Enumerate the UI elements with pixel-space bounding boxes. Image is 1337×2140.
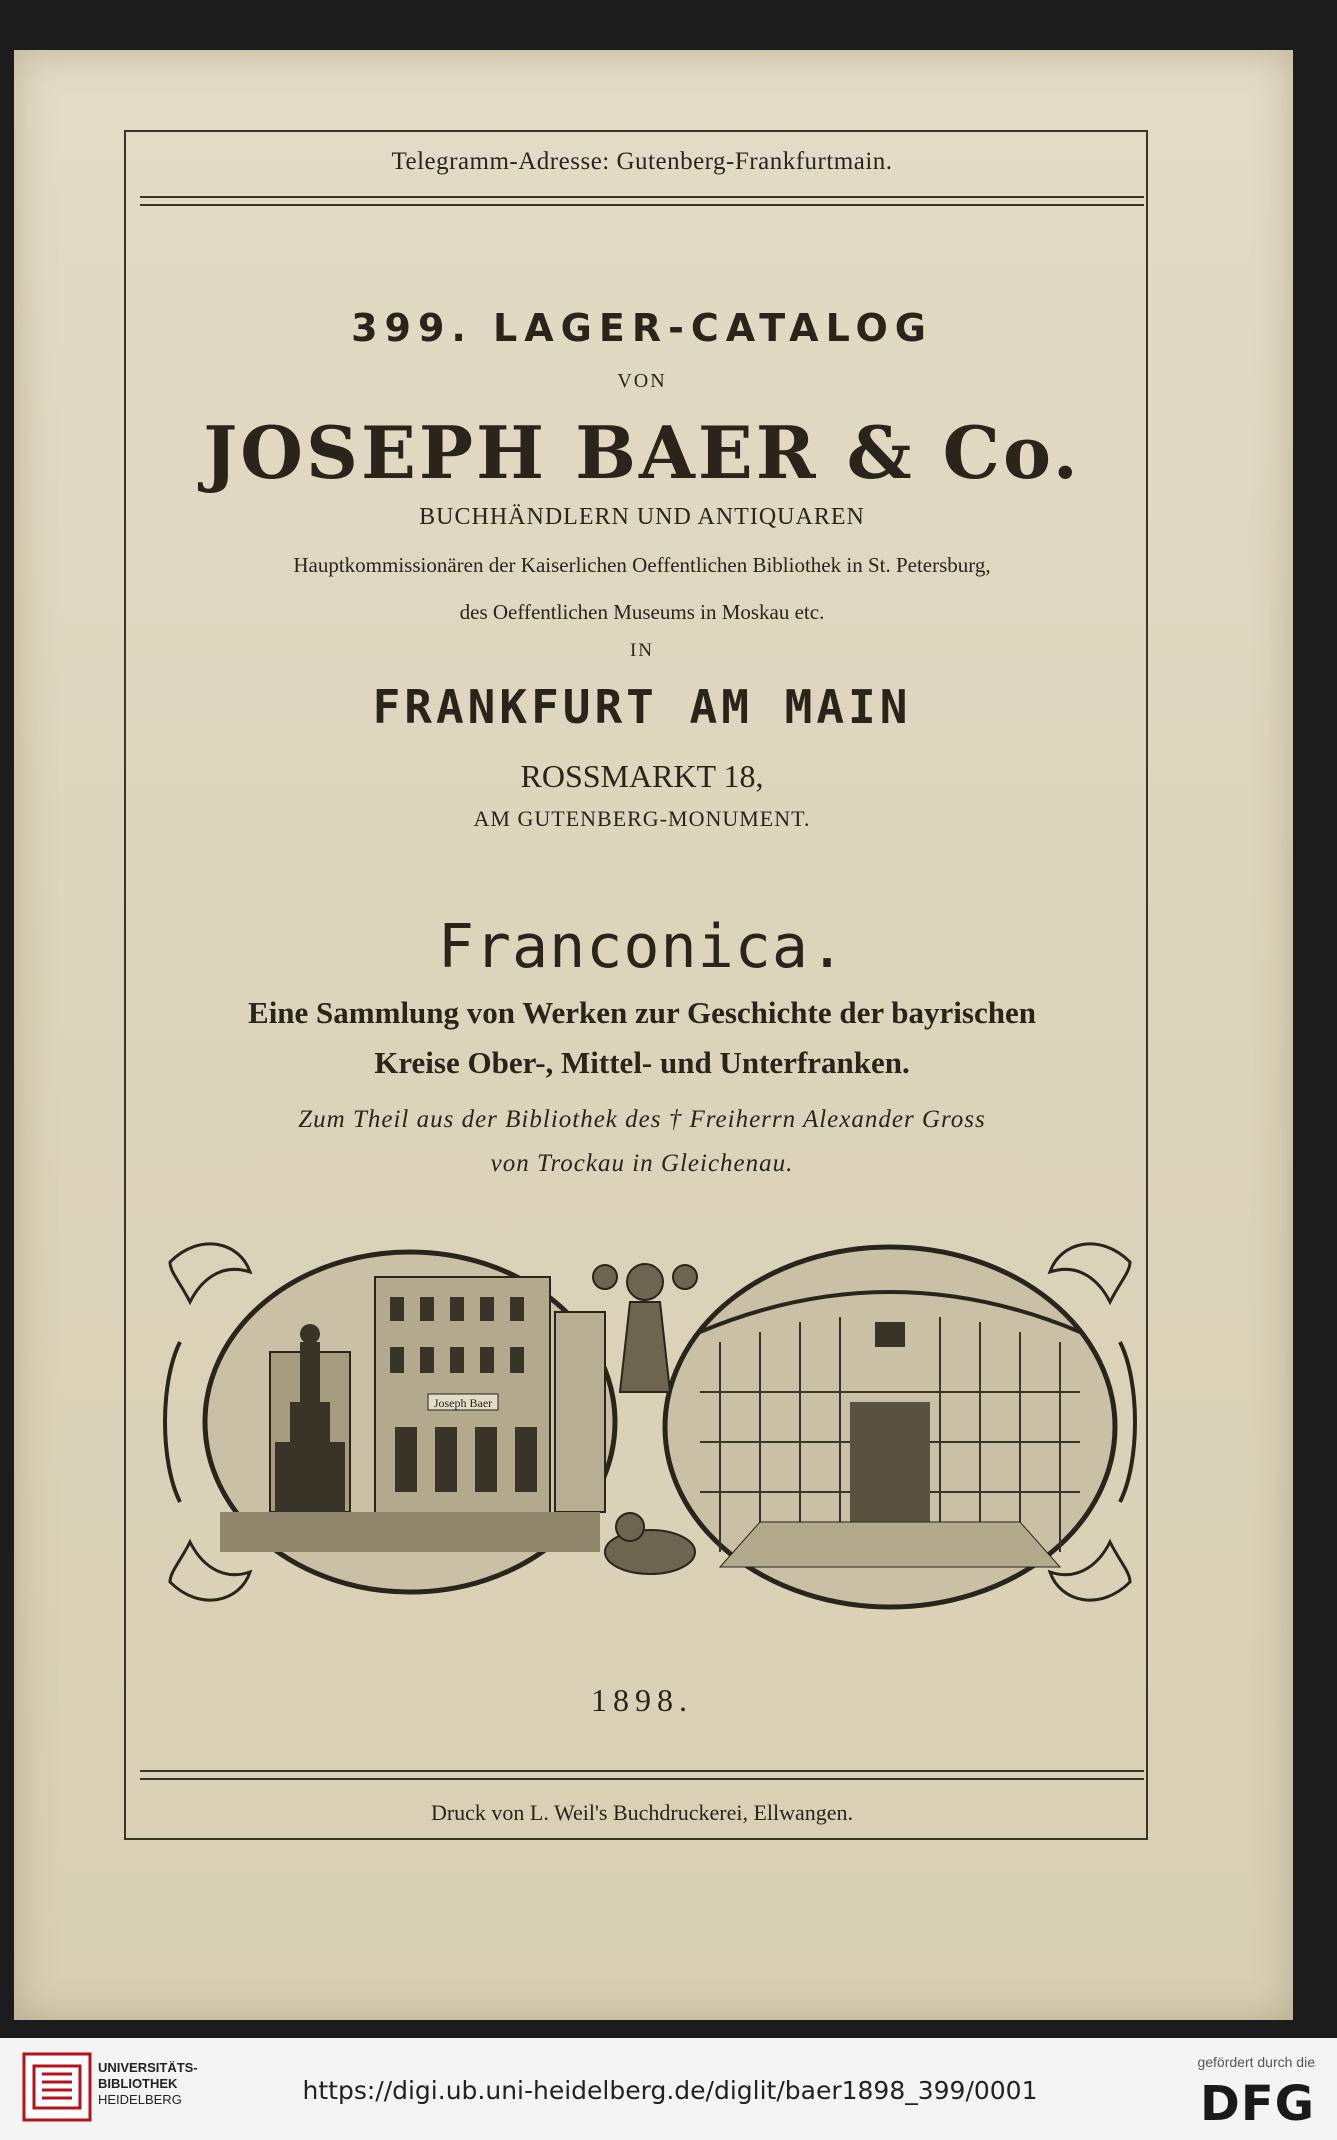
trade-line: BUCHHÄNDLERN UND ANTIQUAREN xyxy=(419,504,865,530)
right-library-vignette xyxy=(665,1247,1115,1607)
subtitle-line-1: Eine Sammlung von Werken zur Geschichte der bayrischen xyxy=(248,995,1036,1030)
rule-under-telegram-2 xyxy=(140,204,1144,206)
shop-sign: Joseph Baer xyxy=(433,1396,493,1410)
city-name: FRANKFURT AM MAIN xyxy=(372,680,912,734)
commission-line-2: des Oeffentlichen Museums in Moskau etc. xyxy=(459,600,825,624)
subtitle-line-2: Kreise Ober-, Mittel- und Unterfranken. xyxy=(374,1045,910,1080)
street-address: ROSSMARKT 18, xyxy=(520,758,764,794)
funding-label: gefördert durch die xyxy=(1197,2054,1315,2070)
catalog-title: 399. LAGER-CATALOG xyxy=(351,306,933,350)
rule-above-printer xyxy=(140,1770,1144,1772)
left-street-vignette xyxy=(205,1252,615,1592)
commission-line-1: Hauptkommissionären der Kaiserlichen Oeffentlichen Bibliothek in St. Petersburg, xyxy=(293,553,991,577)
telegram-address: Telegramm-Adresse: Gutenberg-Frankfurtmain. xyxy=(391,148,893,175)
publication-year: 1898. xyxy=(591,1682,693,1718)
rule-under-telegram xyxy=(140,196,1144,198)
rule-above-printer-2 xyxy=(140,1778,1144,1780)
provenance-line-2: von Trockau in Gleichenau. xyxy=(490,1150,794,1177)
collection-title: Franconica. xyxy=(437,912,847,982)
library-name-line-1: UNIVERSITÄTS- xyxy=(98,2060,198,2075)
dfg-logo[interactable]: DFG xyxy=(1199,2076,1315,2132)
engraving-illustration xyxy=(160,1222,1160,1622)
in-label: IN xyxy=(629,640,655,661)
library-name-line-3: HEIDELBERG xyxy=(98,2092,182,2107)
university-library-logo-icon[interactable] xyxy=(22,2052,92,2122)
firm-name: JOSEPH BAER & Co. xyxy=(203,410,1081,495)
library-name-line-2: BIBLIOTHEK xyxy=(98,2076,178,2091)
provenance-line-1: Zum Theil aus der Bibliothek des † Freiherrn Alexander Gross xyxy=(298,1106,986,1133)
library-name[interactable] xyxy=(98,2060,198,2108)
von-label: VON xyxy=(617,370,667,392)
document-url[interactable]: https://digi.ub.uni-heidelberg.de/diglit/baer1898_399/0001 xyxy=(302,2076,1038,2105)
monument-line: AM GUTENBERG-MONUMENT. xyxy=(473,806,811,831)
viewer-footer xyxy=(0,2038,1337,2140)
printer-line: Druck von L. Weil's Buchdruckerei, Ellwangen. xyxy=(430,1800,854,1825)
